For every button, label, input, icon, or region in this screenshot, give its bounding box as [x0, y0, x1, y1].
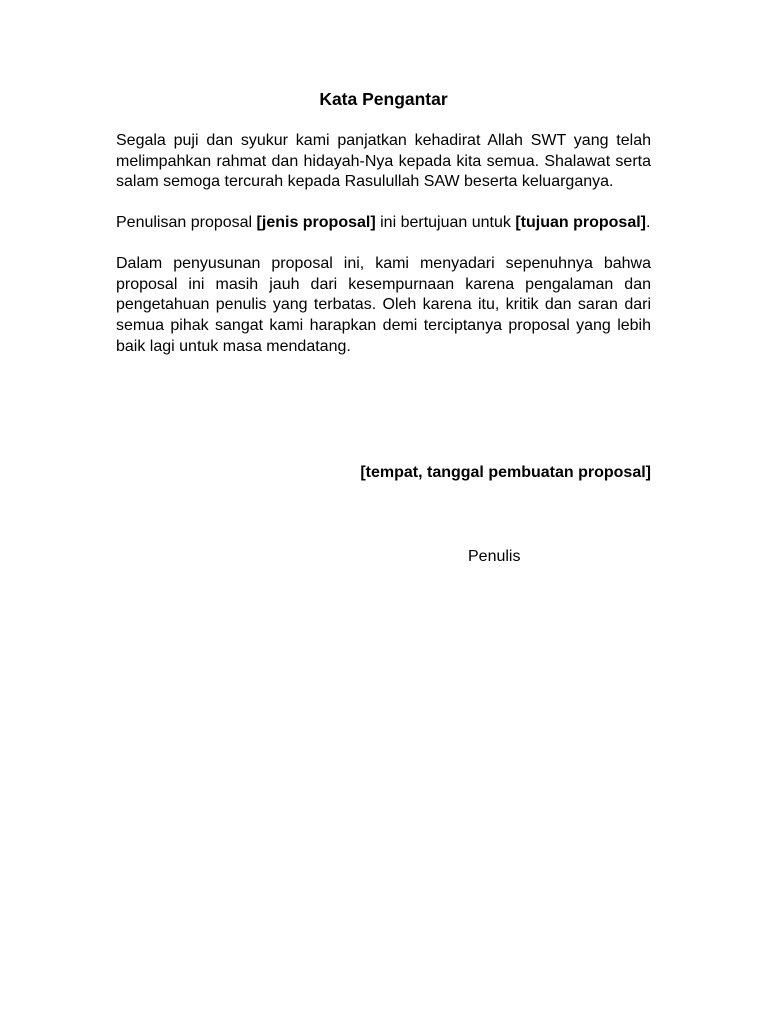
- paragraph-purpose: [116, 213, 651, 234]
- purpose-text-before: Penulisan proposal: [116, 214, 257, 232]
- document-body: [116, 88, 651, 565]
- page-title: Kata Pengantar: [319, 89, 448, 109]
- purpose-text-middle: ini bertujuan untuk: [375, 214, 516, 232]
- placeholder-proposal-purpose: [tujuan proposal]: [515, 214, 646, 232]
- paragraph-opening: Segala puji dan syukur kami panjatkan kehadirat Allah SWT yang telah melimpahkan rahmat dan hidayah-Nya kepada kita semua. Shalawat serta salam semoga tercurah kepada Rasulullah SAW beserta keluarganya.: [116, 132, 651, 191]
- author-signature: Penulis: [468, 548, 521, 565]
- paragraph-closing: Dalam penyusunan proposal ini, kami menyadari sepenuhnya bahwa proposal ini masih jauh dari kesempurnaan karena pengalaman dan pengetahuan penulis yang terbatas. Oleh karena itu, kritik dan saran dari semua pihak sangat kami harapkan demi terciptanya proposal yang lebih baik lagi untuk masa mendatang.: [116, 254, 651, 355]
- purpose-text-after: .: [645, 214, 651, 232]
- placeholder-proposal-type: [jenis proposal]: [256, 214, 376, 232]
- place-date-placeholder: [tempat, tanggal pembuatan proposal]: [360, 464, 651, 481]
